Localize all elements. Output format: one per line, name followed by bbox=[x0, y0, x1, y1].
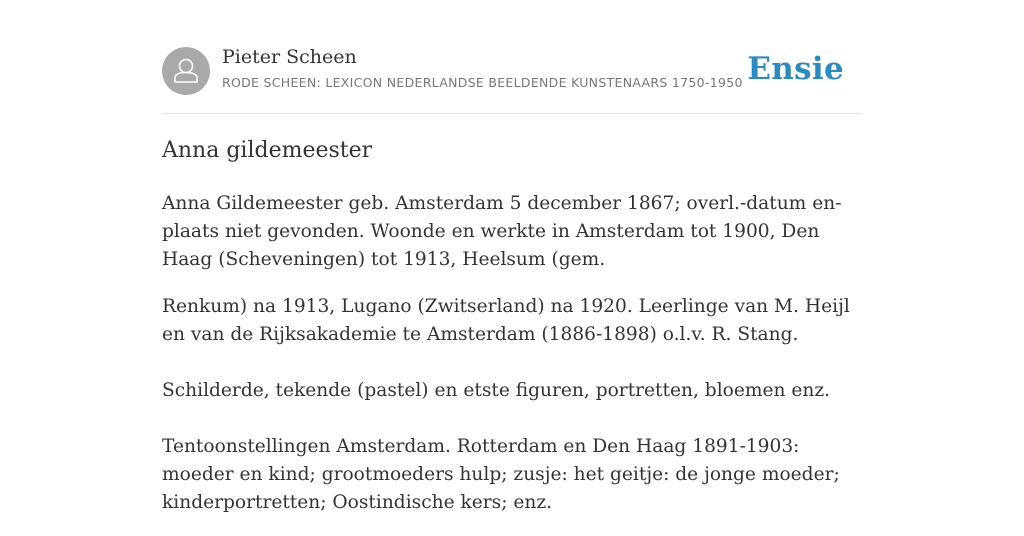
article-title: Anna gildemeester bbox=[162, 138, 373, 163]
source-lexicon[interactable]: RODE SCHEEN: LEXICON NEDERLANDSE BEELDENDE KUNSTENAARS 1750-1950 bbox=[222, 75, 743, 90]
article-header bbox=[162, 46, 862, 98]
article-body bbox=[162, 190, 867, 536]
author-name[interactable]: Pieter Scheen bbox=[222, 46, 357, 68]
user-placeholder-icon bbox=[162, 47, 210, 95]
article-paragraph: Renkum) na 1913, Lugano (Zwitserland) na 1920. Leerlinge van M. Heijl en van de Rijksakademie te Amsterdam (1886-1898) o.l.v. R. Stang. bbox=[162, 296, 850, 345]
author-avatar[interactable] bbox=[162, 47, 210, 95]
header-divider bbox=[162, 113, 862, 114]
ensie-logo[interactable]: Ensie bbox=[747, 51, 844, 87]
article-paragraph: Tentoonstellingen Amsterdam. Rotterdam en Den Haag 1891-1903: moeder en kind; grootmoeders hulp; zusje: het geitje: de jonge moeder; kinderportretten; Oostindische kers; enz. bbox=[162, 436, 840, 513]
article-paragraph: Schilderde, tekende (pastel) en etste figuren, portretten, bloemen enz. bbox=[162, 380, 831, 401]
article-paragraph: Anna Gildemeester geb. Amsterdam 5 december 1867; overl.-datum en-plaats niet gevonden. Woonde en werkte in Amsterdam tot 1900, Den Haag (Scheveningen) tot 1913, Heelsum (gem. bbox=[162, 193, 842, 270]
